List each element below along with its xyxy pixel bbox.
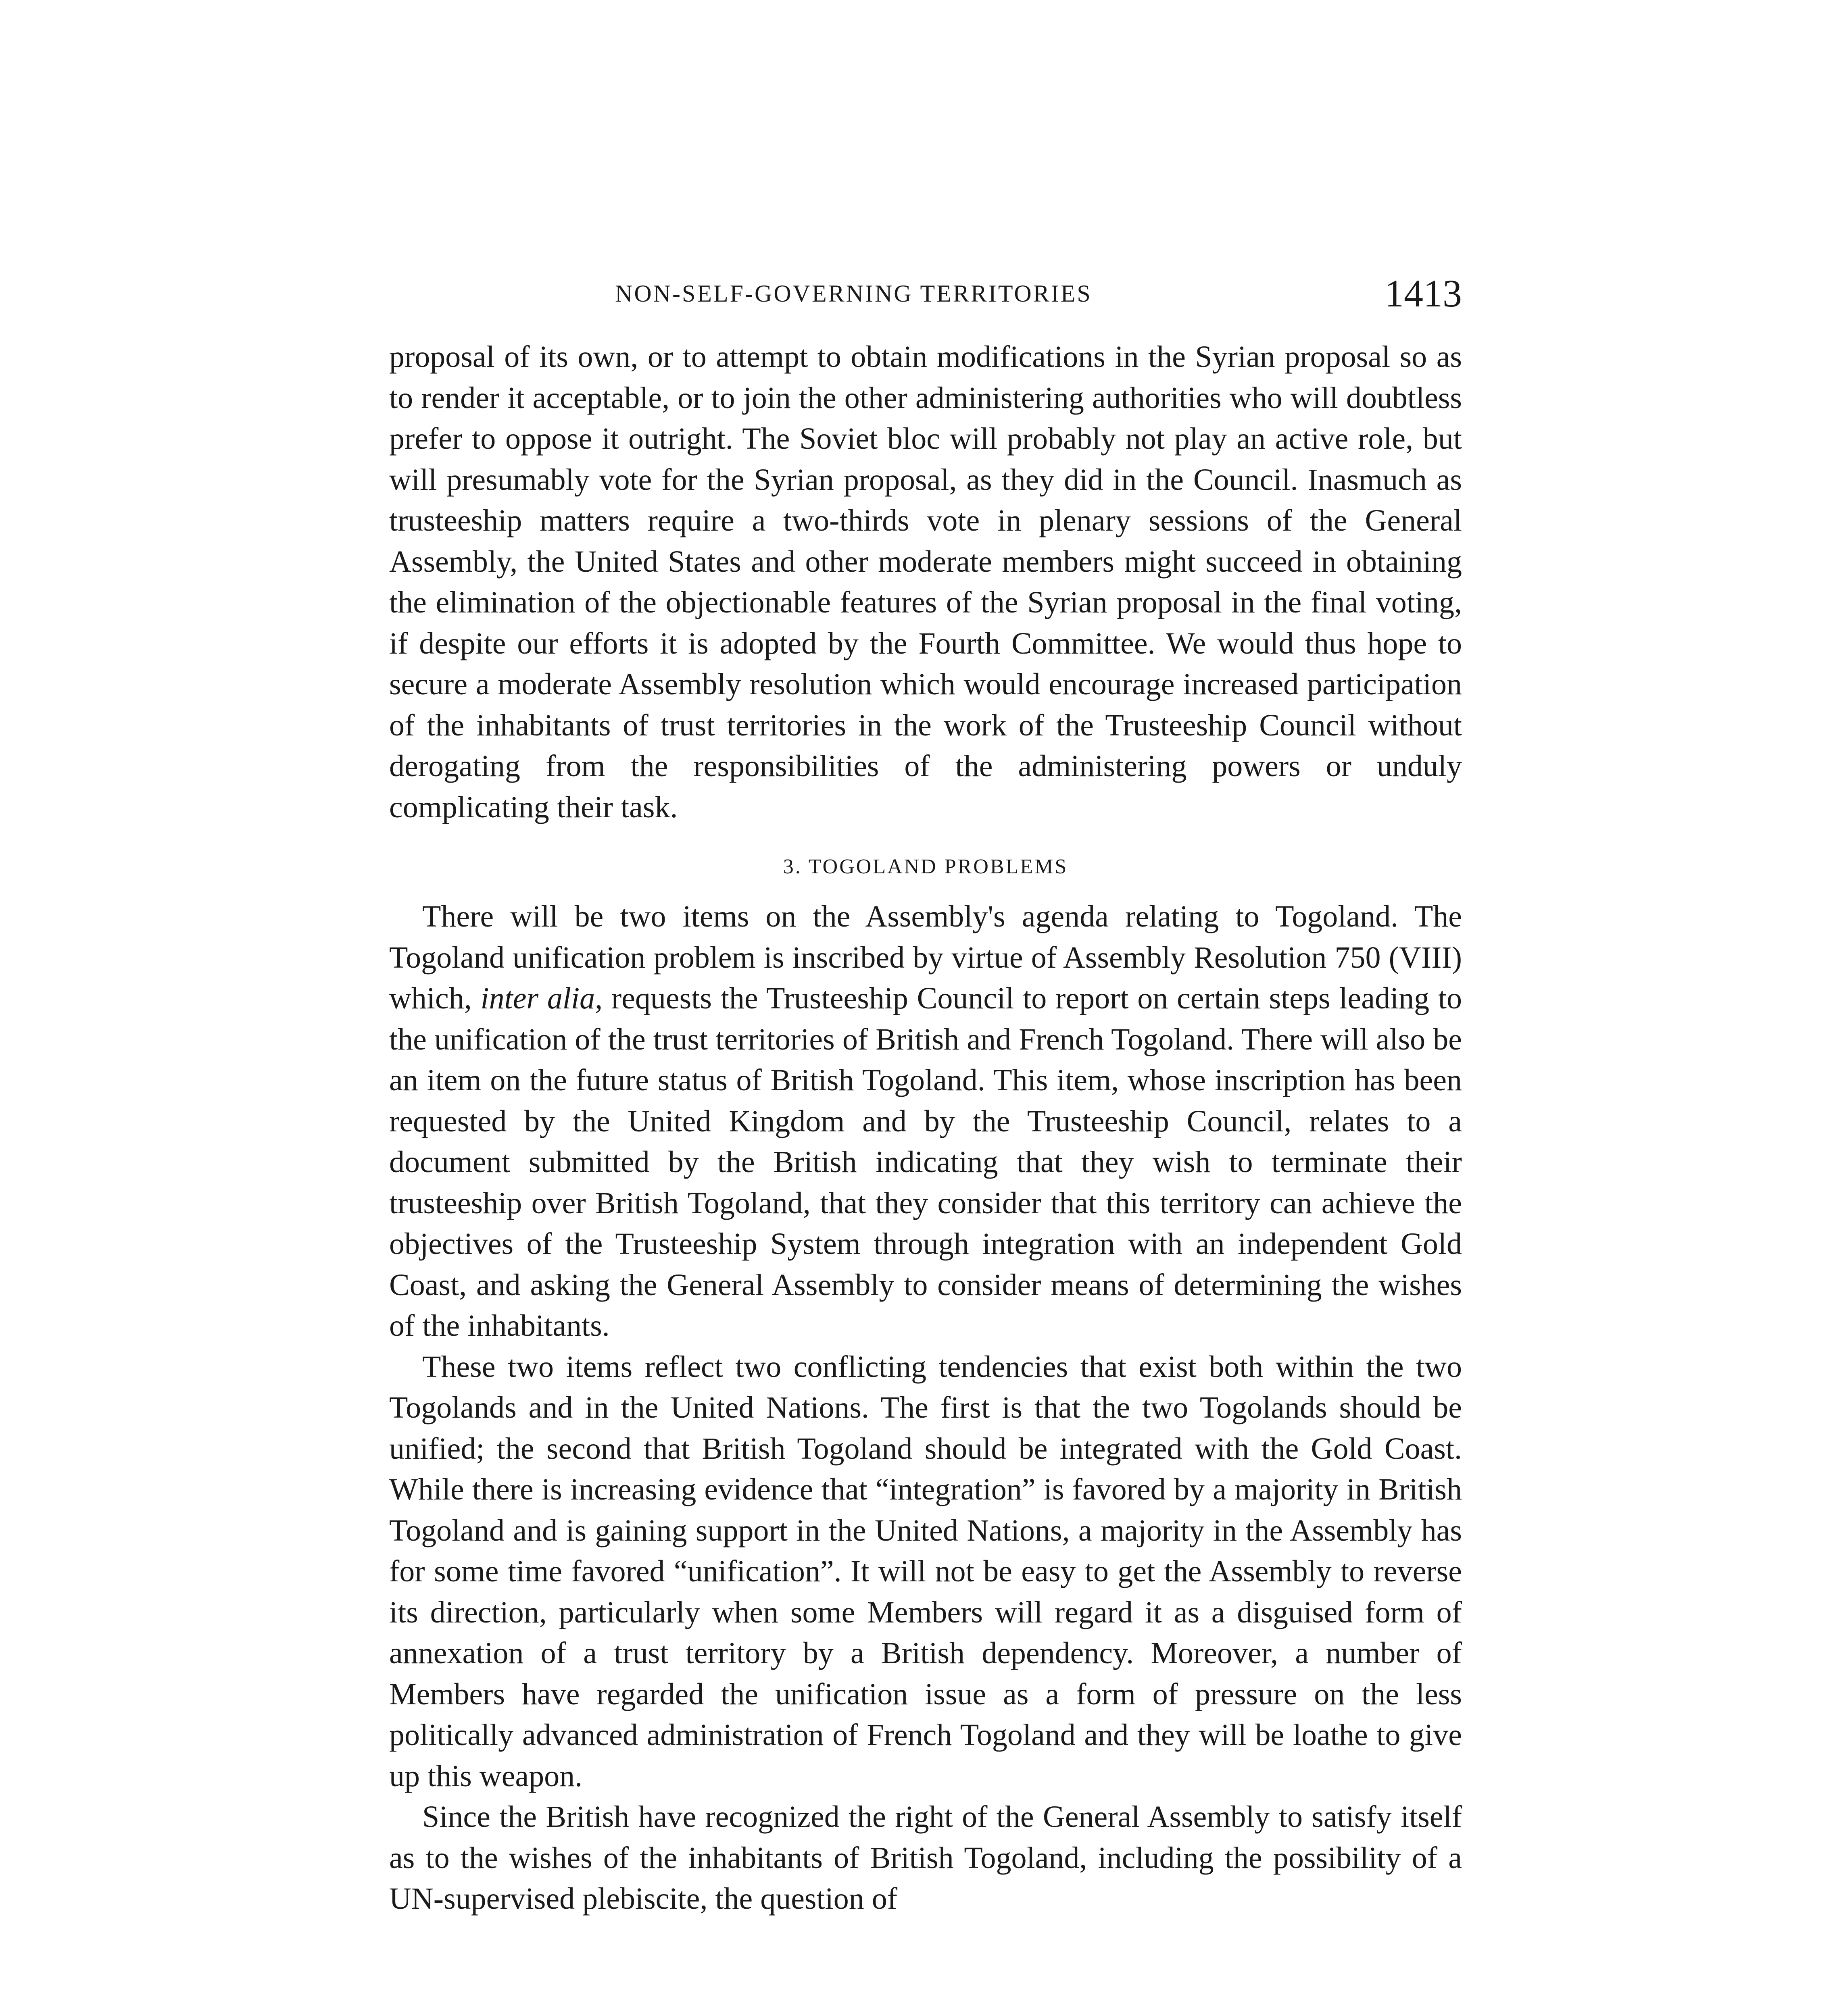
paragraph-text: There will be two items on the Assembly's agenda relating to Togoland. The Togoland unification problem is inscribed by virtue of Assembly Resolution 750 (VIII) which,: [389, 900, 1462, 1015]
paragraph-plebiscite: Since the British have recognized the right of the General Assembly to satisfy itself as to the wishes of the inhabitants of British Togoland, including the possibility of a UN-supervised plebiscite, the question of: [389, 1800, 1462, 1916]
paragraph-syrian-proposal: proposal of its own, or to attempt to obtain modifications in the Syrian proposal so as to render it acceptable, or to join the other administering authorities who will doubtless prefer to oppose it outright. The Soviet bloc will probably not play an active role, but will presumably vote for the Syrian proposal, as they did in the Council. Inasmuch as trusteeship matters require a two-thirds vote in plenary sessions of the General Assembly, the United States and other moderate members might succeed in obtaining the elimination of the objectionable features of the Syrian proposal in the final voting, if despite our efforts it is adopted by the Fourth Committee. We would thus hope to secure a moderate Assembly resolution which would encourage increased participation of the inhabitants of trust territories in the work of the Trusteeship Council without derogating from the responsibilities of the administering powers or unduly complicating their task.: [389, 340, 1462, 824]
paragraph-togoland-items: [389, 896, 1462, 1347]
running-head: [389, 271, 1462, 319]
paragraph-text: , requests the Trusteeship Council to report on certain steps leading to the unification of the trust territories of British and French Togoland. There will also be an item on the future status of British Togoland. This item, whose inscription has been requested by the United Kingdom and by the Trusteeship Council, relates to a document submitted by the British indicating that they wish to terminate their trusteeship over British Togoland, that they consider that this territory can achieve the objectives of the Trusteeship System through integration with an independent Gold Coast, and asking the General Assembly to consider means of determining the wishes of the inhabitants.: [389, 981, 1462, 1343]
running-title: NON-SELF-GOVERNING TERRITORIES: [615, 280, 1092, 307]
paragraph-conflicting-tendencies: These two items reflect two conflicting tendencies that exist both within the two Togolands and in the United Nations. The first is that the two Togolands should be unified; the second that British Togoland should be integrated with the Gold Coast. While there is increasing evidence that “integration” is favored by a majority in British Togoland and is gaining support in the United Nations, a majority in the Assembly has for some time favored “unification”. It will not be easy to get the Assembly to reverse its direction, particularly when some Members will regard it as a disguised form of annexation of a trust territory by a British dependency. Moreover, a number of Members have regarded the unification issue as a form of pressure on the less politically advanced administration of French Togoland and they will be loathe to give up this weapon.: [389, 1350, 1462, 1793]
page-number: 1413: [1385, 272, 1462, 315]
section-heading: 3. TOGOLAND PROBLEMS: [783, 855, 1068, 878]
italic-phrase: inter alia: [480, 981, 595, 1015]
body-text: [389, 337, 1462, 1920]
